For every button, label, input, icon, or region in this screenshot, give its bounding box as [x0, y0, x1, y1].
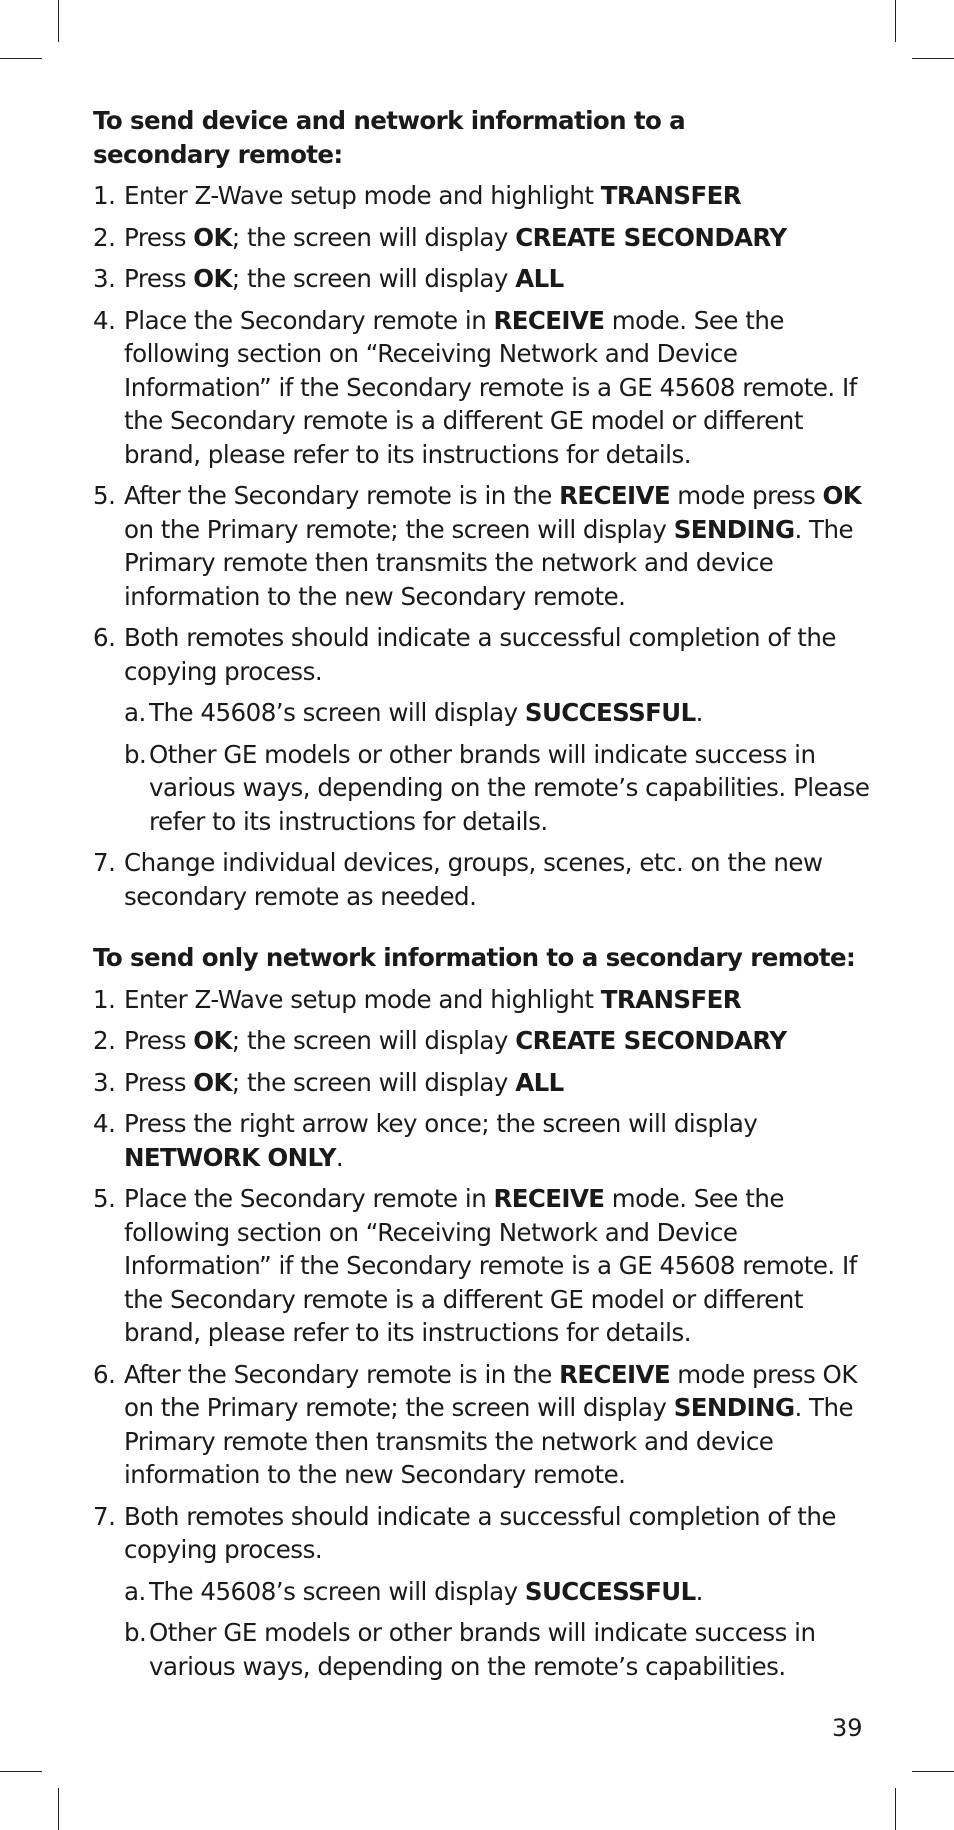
crop-mark-bottom-right-h: [912, 1771, 954, 1772]
sub-list-item: [124, 738, 873, 839]
step-text: Press: [124, 222, 194, 252]
step-text: After the Secondary remote is in the: [124, 481, 560, 510]
step-text: Other GE models or other brands will indicate success in various ways, depending on the remote’s capabilities.: [149, 1618, 816, 1681]
list-item: [93, 621, 873, 838]
emphasis-text: RECEIVE: [559, 1359, 670, 1389]
crop-mark-bottom-left-h: [0, 1771, 42, 1772]
crop-mark-top-right: [895, 0, 896, 42]
list-item: [93, 221, 873, 255]
step-text: Press: [124, 264, 194, 293]
emphasis-text: OK: [193, 222, 232, 252]
list-item: [93, 1358, 873, 1492]
step-number: 6.: [93, 623, 116, 652]
section-heading-device-and-network: To send device and network information to a secondary remote:: [93, 106, 686, 169]
step-text: Press: [124, 1067, 194, 1097]
crop-mark-top-left: [58, 0, 59, 42]
step-text: Press the right arrow key once; the screen will display: [124, 1109, 758, 1138]
emphasis-text: RECEIVE: [493, 1184, 605, 1213]
step-number: 4.: [93, 305, 116, 335]
step-number: 7.: [93, 848, 116, 877]
step-number: 1.: [93, 181, 116, 210]
sub-steps-list: [124, 1575, 873, 1684]
page-number: 39: [832, 1714, 863, 1742]
step-number: 5.: [93, 1184, 116, 1213]
step-body: [124, 221, 873, 255]
step-number: 2.: [93, 222, 116, 252]
emphasis-text: TRANSFER: [600, 181, 741, 210]
step-number: 1.: [93, 984, 116, 1014]
crop-mark-top-left-h: [0, 58, 42, 59]
emphasis-text: TRANSFER: [600, 984, 741, 1014]
emphasis-text: SUCCESSFUL: [524, 1576, 696, 1606]
list-item: [93, 983, 873, 1017]
emphasis-text: SENDING: [673, 514, 795, 544]
list-item: [93, 479, 873, 613]
step-text: mode. See the following section on “Receiving Network and Device Information” if the Secondary remote is a GE 45608 remote. If the Secondary remote is a different GE model or different brand, please refer to its instructions for details.: [124, 305, 857, 469]
step-text: mode press OK on the Primary remote; the screen will display: [124, 1359, 857, 1422]
list-item: [93, 304, 873, 472]
step-body: [124, 1500, 873, 1567]
step-body: [124, 479, 873, 613]
emphasis-text: OK: [193, 1067, 232, 1097]
step-text: Both remotes should indicate a successful completion of the copying process.: [124, 623, 836, 686]
list-item: [93, 1024, 873, 1058]
steps-list-device-and-network: [93, 179, 873, 913]
step-number: 3.: [93, 264, 116, 293]
emphasis-text: ALL: [515, 1067, 564, 1097]
sub-step-body: [149, 1616, 873, 1683]
sub-step-letter: b.: [124, 739, 147, 769]
list-item: [93, 1107, 873, 1174]
emphasis-text: RECEIVE: [559, 481, 670, 510]
step-text: Both remotes should indicate a successful completion of the copying process.: [124, 1501, 836, 1564]
emphasis-text: SUCCESSFUL: [524, 698, 696, 727]
step-text: .: [695, 698, 703, 727]
step-text: . The Primary remote then transmits the network and device information to the new Secondary remote.: [124, 514, 854, 611]
step-text: on the Primary remote; the screen will display: [124, 514, 674, 544]
step-number: 7.: [93, 1501, 116, 1531]
steps-list-network-only: [93, 983, 873, 1684]
crop-mark-bottom-right: [895, 1788, 896, 1830]
step-text: Place the Secondary remote in: [124, 1184, 494, 1213]
step-body: [124, 846, 873, 913]
sub-step-letter: a.: [124, 698, 146, 727]
step-text: Press: [124, 1026, 194, 1055]
sub-list-item: [124, 1575, 873, 1609]
step-body: [124, 1024, 873, 1058]
step-body: [124, 262, 873, 296]
emphasis-text: OK: [193, 264, 232, 293]
list-item: [93, 1182, 873, 1350]
sub-step-body: [149, 696, 873, 730]
step-text: Other GE models or other brands will indicate success in various ways, depending on the remote’s capabilities. Please refer to its instructions for details.: [149, 739, 870, 836]
emphasis-text: OK: [822, 481, 862, 510]
step-text: ; the screen will display: [231, 222, 516, 252]
list-item: [93, 1066, 873, 1100]
step-body: [124, 179, 873, 213]
step-text: Place the Secondary remote in: [124, 305, 494, 335]
step-text: ; the screen will display: [231, 1067, 516, 1097]
section-heading-network-only: To send only network information to a secondary remote:: [93, 943, 856, 972]
emphasis-text: CREATE SECONDARY: [515, 222, 787, 252]
step-text: .: [335, 1142, 344, 1172]
list-item: [93, 262, 873, 296]
step-text: .: [695, 1576, 703, 1606]
step-text: Change individual devices, groups, scenes, etc. on the new secondary remote as needed.: [124, 848, 823, 911]
emphasis-text: OK: [193, 1026, 232, 1055]
step-text: The 45608’s screen will display: [149, 698, 525, 727]
step-number: 2.: [93, 1026, 116, 1055]
crop-mark-bottom-left: [58, 1788, 59, 1830]
step-text: The 45608’s screen will display: [149, 1576, 525, 1606]
sub-list-item: [124, 1616, 873, 1683]
list-item: [93, 179, 873, 213]
step-text: mode. See the following section on “Receiving Network and Device Information” if the Secondary remote is a GE 45608 remote. If the Secondary remote is a different GE model or different brand, please refer to its instructions for details.: [124, 1184, 857, 1347]
emphasis-text: NETWORK ONLY: [124, 1142, 336, 1172]
step-body: [124, 621, 873, 688]
step-text: Enter Z-Wave setup mode and highlight: [124, 984, 601, 1014]
step-body: [124, 1182, 873, 1350]
step-number: 6.: [93, 1359, 116, 1389]
sub-steps-list: [124, 696, 873, 838]
sub-step-letter: b.: [124, 1618, 147, 1647]
emphasis-text: ALL: [515, 264, 564, 293]
step-text: Enter Z-Wave setup mode and highlight: [124, 181, 601, 210]
step-number: 4.: [93, 1109, 116, 1138]
sub-step-body: [149, 738, 873, 839]
list-item: [93, 1500, 873, 1684]
step-body: [124, 1107, 873, 1174]
list-item: [93, 846, 873, 913]
step-body: [124, 304, 873, 472]
step-text: mode press: [670, 481, 823, 510]
step-body: [124, 1358, 873, 1492]
step-text: . The Primary remote then transmits the network and device information to the new Secondary remote.: [124, 1393, 854, 1489]
step-number: 5.: [93, 481, 116, 510]
step-number: 3.: [93, 1067, 116, 1097]
manual-page: [93, 104, 873, 1691]
step-text: ; the screen will display: [231, 1026, 516, 1055]
sub-step-letter: a.: [124, 1576, 146, 1606]
step-text: ; the screen will display: [231, 264, 516, 293]
step-body: [124, 1066, 873, 1100]
emphasis-text: RECEIVE: [493, 305, 605, 335]
step-body: [124, 983, 873, 1017]
step-text: After the Secondary remote is in the: [124, 1359, 560, 1389]
emphasis-text: CREATE SECONDARY: [515, 1026, 787, 1055]
sub-list-item: [124, 696, 873, 730]
crop-mark-top-right-h: [912, 58, 954, 59]
sub-step-body: [149, 1575, 873, 1609]
emphasis-text: SENDING: [673, 1393, 795, 1422]
